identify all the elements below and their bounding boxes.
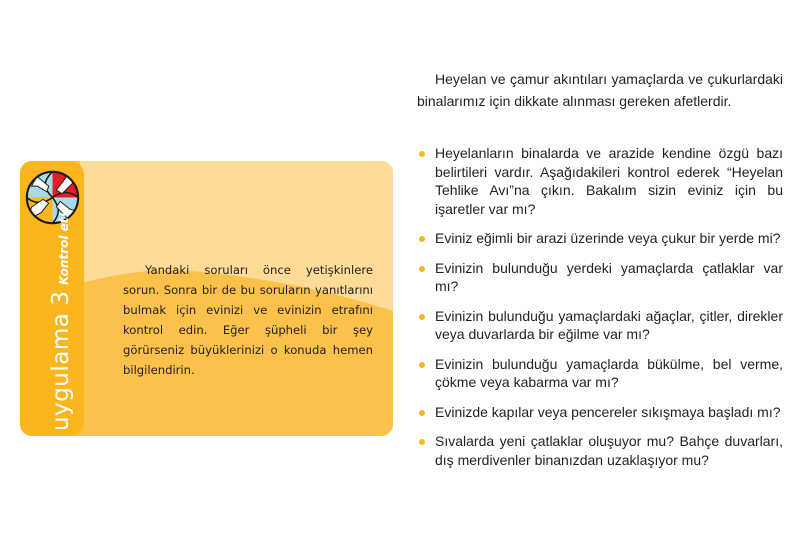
checklist-item-text: Sıvalarda yeni çatlaklar oluşuyor mu? Bahçe duvarları, dış merdivenler binanızdan uzaklaşıyor mu? bbox=[435, 433, 783, 468]
checklist-item bbox=[417, 355, 783, 392]
checklist-item bbox=[417, 432, 783, 469]
badge-subtitle: Kontrol et! bbox=[57, 212, 71, 285]
badge-title-word: uygulama bbox=[48, 312, 74, 431]
bullet-dot-icon bbox=[419, 236, 425, 242]
activity-instruction-text: Yandaki soruları önce yetişkinlere sorun. Sonra bir de bu soruların yanıtlarını bulmak için evinizi ve evinizin etrafını kontrol edin. Eğer şüpheli bir şey görürseniz büyüklerinizi o konuda hemen bilgilendirin. bbox=[123, 263, 373, 377]
intro-paragraph: Heyelan ve çamur akıntıları yamaçlarda ve çukurlardaki binalarımız için dikkate alınması gereken afetlerdir. bbox=[417, 71, 783, 109]
landslide-checklist bbox=[417, 144, 783, 480]
checklist-item-text: Evinizin bulunduğu yamaçlardaki ağaçlar, çitler, direkler veya duvarlarda bir eğilme var mı? bbox=[435, 307, 783, 342]
bullet-dot-icon bbox=[419, 314, 425, 320]
checklist-item-text: Evinizde kapılar veya pencereler sıkışmaya başladı mı? bbox=[435, 403, 781, 420]
activity-badge-title bbox=[50, 212, 73, 431]
checklist-item bbox=[417, 307, 783, 344]
badge-number: 3 bbox=[48, 291, 74, 306]
checklist-item-text: Heyelanların binalarda ve arazide kendine özgü bazı belirtileri vardır. Aşağıdakileri kontrol ederek “Heyelan Tehlike Avı”na çıkın. Bakalım sizin eviniz için bu işaretler var mı? bbox=[435, 145, 783, 217]
bullet-dot-icon bbox=[419, 151, 425, 157]
bullet-dot-icon bbox=[419, 266, 425, 272]
bullet-dot-icon bbox=[419, 439, 425, 445]
checklist-item bbox=[417, 144, 783, 218]
checklist-item bbox=[417, 259, 783, 296]
checklist-item bbox=[417, 229, 783, 248]
activity-badge-strip bbox=[20, 161, 84, 436]
checklist-item-text: Evinizin bulunduğu yamaçlarda bükülme, bel verme, çökme veya kabarma var mı? bbox=[435, 355, 783, 390]
bullet-dot-icon bbox=[419, 362, 425, 368]
checklist-item-text: Eviniz eğimli bir arazi üzerinde veya çukur bir yerde mi? bbox=[435, 230, 781, 246]
checklist-item bbox=[417, 403, 783, 422]
activity-card bbox=[20, 161, 393, 436]
checklist-item-text: Evinizin bulunduğu yerdeki yamaçlarda çatlaklar var mı? bbox=[435, 259, 783, 294]
bullet-dot-icon bbox=[419, 410, 425, 416]
